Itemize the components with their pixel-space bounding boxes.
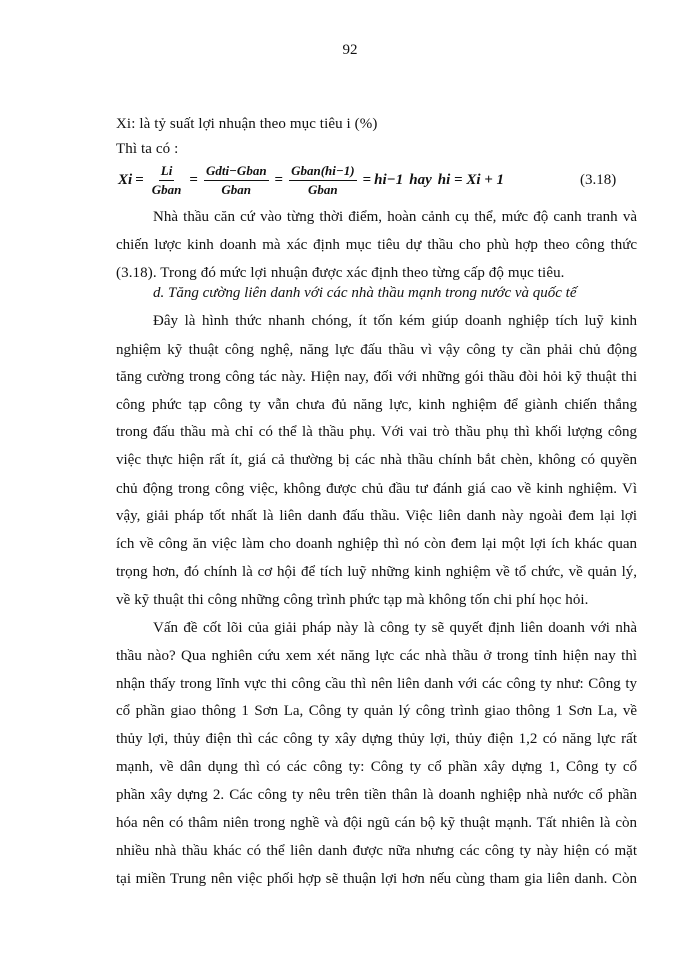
para3-line: hóa nên có thâm niên trong nghề và đội ngũ cán bộ kỹ thuật mạnh. Tất nhiên là còn bbox=[116, 815, 637, 831]
formula-fraction-2 bbox=[204, 163, 269, 198]
equation-number: (3.18) bbox=[580, 172, 617, 188]
fraction-2-denominator: Gban bbox=[221, 181, 252, 197]
para3-line: thầu nào? Qua nghiên cứu xem xét năng lực các nhà thầu ở trong tỉnh hiện nay thì bbox=[116, 648, 637, 664]
para2-line: trọng hơn, đó chính là cơ hội để tích luỹ những kinh nghiệm về tổ chức, về quản lý, bbox=[116, 564, 637, 580]
para2-line: tăng cường trong công tác này. Hiện nay, đối với những gói thầu đòi hỏi kỹ thuật thi bbox=[116, 369, 637, 385]
para2-line: chủ động trong công việc, không được chủ đầu tư đánh giá cao về kinh nghiệm. Vì bbox=[116, 481, 637, 497]
formula-fraction-1 bbox=[150, 163, 184, 198]
para3-line: tại miền Trung nên việc phối hợp sẽ thuận lợi hơn nếu cùng tham gia liên danh. Còn bbox=[116, 871, 637, 887]
formula-rhs-2: hi = Xi + 1 bbox=[437, 171, 505, 188]
fraction-3-numerator: Gban(hi−1) bbox=[289, 163, 357, 181]
formula-rhs-1: hi−1 bbox=[374, 171, 404, 188]
para2-line: trong đấu thầu mà chỉ có thể là thầu phụ. Với vai trò thầu phụ thì khối lượng công bbox=[116, 424, 637, 440]
xi-definition: Xi: là tỷ suất lợi nhuận theo mục tiêu i (%) bbox=[116, 116, 378, 132]
page-number: 92 bbox=[342, 42, 358, 58]
formula-3-18 bbox=[118, 157, 504, 203]
formula-equals-2: = bbox=[189, 171, 198, 188]
fraction-2-numerator: Gdti−Gban bbox=[204, 163, 269, 181]
para2-line: việc thực hiện rất ít, giá cả thường bị các nhà thầu chính bắt chèn, không có quyền bbox=[116, 452, 637, 468]
fraction-1-denominator: Gban bbox=[151, 181, 182, 197]
para2-line: vậy, giải pháp tốt nhất là liên danh đấu thầu. Việc liên danh này ngoài đem lại lợi bbox=[116, 508, 637, 524]
formula-lhs: Xi bbox=[118, 171, 133, 188]
formula-equals-4: = bbox=[362, 171, 372, 188]
formula-fraction-3 bbox=[289, 163, 357, 198]
formula-equals-1: = bbox=[135, 171, 144, 188]
para1-line: (3.18). Trong đó mức lợi nhuận được xác định theo từng cấp độ mục tiêu. bbox=[116, 265, 565, 281]
fraction-3-denominator: Gban bbox=[308, 181, 338, 197]
para2-line: nghiệm kỹ thuật công nghệ, năng lực đấu thầu vì vậy công ty cần phải chủ động bbox=[116, 342, 637, 358]
para1-line: chiến lược kinh doanh mà xác định mục tiêu dự thầu cho phù hợp theo công thức bbox=[116, 237, 637, 253]
para3-line: cổ phần giao thông 1 Sơn La, Công ty quản lý công trình giao thông 1 Sơn La, về bbox=[116, 703, 637, 719]
para3-line: phần xây dựng 2. Các công ty nêu trên tiền thân là doanh nghiệp nhà nước cổ phần bbox=[116, 787, 637, 803]
para2-line: Đây là hình thức nhanh chóng, ít tốn kém giúp doanh nghiệp tích luỹ kinh bbox=[153, 313, 637, 329]
thi-ta-co: Thì ta có : bbox=[116, 141, 179, 157]
para2-line: ích về công ăn việc làm cho doanh nghiệp thì nó còn đem lại một lợi ích khác quan bbox=[116, 536, 637, 552]
para2-line: công phức tạp công ty vẫn chưa đủ năng lực, kinh nghiệm để giành chiến thắng bbox=[116, 397, 637, 413]
para3-line: Vấn đề cốt lõi của giải pháp này là công ty sẽ quyết định liên doanh với nhà bbox=[153, 620, 637, 636]
para3-line: mạnh, về dân dụng thì có các công ty: Công ty cổ phần xây dựng 1, Công ty cổ bbox=[116, 759, 637, 775]
formula-hay: hay bbox=[409, 171, 432, 188]
para2-line: về kỹ thuật thi công những công trình phức tạp mà không tốn chi phí học hỏi. bbox=[116, 592, 589, 608]
formula-equals-3: = bbox=[274, 171, 284, 188]
para3-line: thủy lợi, thủy điện thì các công ty xây dựng thủy lợi, thủy điện 1,2 có năng lực rất bbox=[116, 731, 637, 747]
section-d-heading: d. Tăng cường liên danh với các nhà thầu mạnh trong nước và quốc tế bbox=[153, 285, 577, 301]
para3-line: nhận thấy trong lĩnh vực thi công cầu thì nên liên danh với các công ty như: Công ty bbox=[116, 676, 637, 692]
fraction-1-numerator: Li bbox=[159, 163, 175, 181]
para1-line: Nhà thầu căn cứ vào từng thời điểm, hoàn cảnh cụ thể, mức độ canh tranh và bbox=[153, 209, 637, 225]
para3-line: nhiều nhà thầu khác có thể liên danh được nữa nhưng các công ty này hiện có mặt bbox=[116, 843, 637, 859]
